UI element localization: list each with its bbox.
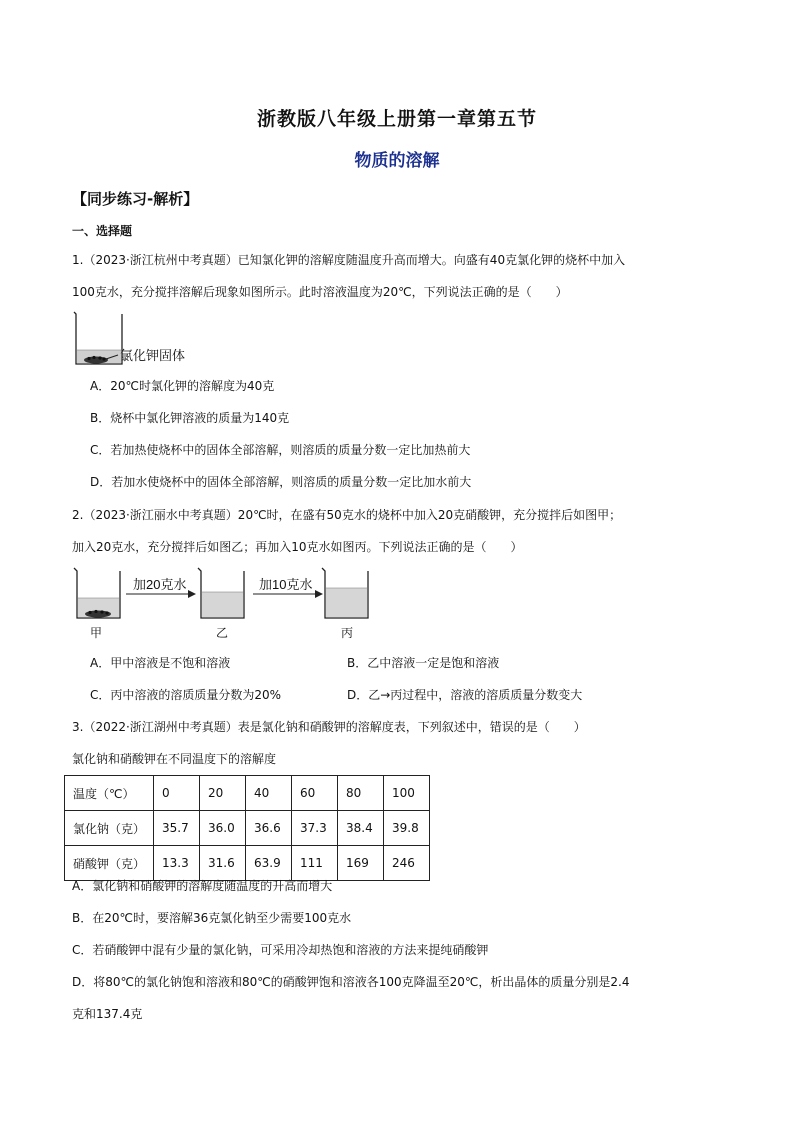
q3-option-d-line2: 克和137.4克 bbox=[72, 1007, 143, 1021]
q2-option-d: D．乙→丙过程中，溶液的溶质质量分数变大 bbox=[347, 688, 583, 702]
q2-beaker-label-yi: 乙 bbox=[216, 626, 229, 640]
table-cell: 100 bbox=[384, 776, 430, 811]
table-row bbox=[65, 846, 430, 881]
table-cell: 40 bbox=[246, 776, 292, 811]
table-cell: 13.3 bbox=[154, 846, 200, 881]
q1-option-b: B．烧杯中氯化钾溶液的质量为140克 bbox=[90, 411, 290, 425]
q2-stem-line1: 2.（2023·浙江丽水中考真题）20℃时，在盛有50克水的烧杯中加入20克硝酸钾，充分搅拌后如图甲； bbox=[72, 508, 622, 522]
table-cell: 169 bbox=[338, 846, 384, 881]
q2-arrow2-label: 加10克水 bbox=[259, 577, 313, 592]
beaker-jia bbox=[74, 568, 120, 618]
q3-option-c: C．若硝酸钾中混有少量的氯化钠，可采用冷却热饱和溶液的方法来提纯硝酸钾 bbox=[72, 943, 489, 957]
q3-option-a: A．氯化钠和硝酸钾的溶解度随温度的升高而增大 bbox=[72, 879, 333, 893]
q2-option-c: C．丙中溶液的溶质质量分数为20% bbox=[90, 688, 282, 702]
table-cell: 111 bbox=[292, 846, 338, 881]
q3-option-b: B．在20℃时，要溶解36克氯化钠至少需要100克水 bbox=[72, 911, 352, 925]
q1-option-d: D．若加水使烧杯中的固体全部溶解，则溶质的质量分数一定比加水前大 bbox=[90, 475, 472, 489]
table-row bbox=[65, 776, 430, 811]
q1-option-c: C．若加热使烧杯中的固体全部溶解，则溶质的质量分数一定比加热前大 bbox=[90, 443, 471, 457]
table-cell: 0 bbox=[154, 776, 200, 811]
q1-figure-label: 氯化钾固体 bbox=[120, 348, 186, 363]
table-row bbox=[65, 811, 430, 846]
table-cell: 温度（℃） bbox=[65, 776, 154, 811]
q3-stem-line1: 3.（2022·浙江湖州中考真题）表是氯化钠和硝酸钾的溶解度表，下列叙述中，错误的是（ ） bbox=[72, 720, 586, 734]
table-cell: 36.6 bbox=[246, 811, 292, 846]
table-cell: 60 bbox=[292, 776, 338, 811]
table-cell: 80 bbox=[338, 776, 384, 811]
table-cell: 20 bbox=[200, 776, 246, 811]
table-cell: 35.7 bbox=[154, 811, 200, 846]
table-cell: 63.9 bbox=[246, 846, 292, 881]
q2-arrow1-label: 加20克水 bbox=[133, 577, 187, 592]
q1-stem-line2: 100克水，充分搅拌溶解后现象如图所示。此时溶液温度为20℃，下列说法正确的是（ ） bbox=[72, 285, 568, 299]
page-subtitle: 物质的溶解 bbox=[354, 151, 440, 171]
q1-stem-line1: 1.（2023·浙江杭州中考真题）已知氯化钾的溶解度随温度升高而增大。向盛有40克氯化钾的烧杯中加入 bbox=[72, 253, 626, 267]
q2-beaker-figure bbox=[72, 566, 372, 624]
solubility-table bbox=[64, 775, 430, 881]
q3-table-caption: 氯化钠和硝酸钾在不同温度下的溶解度 bbox=[72, 752, 277, 766]
table-cell: 硝酸钾（克） bbox=[65, 846, 154, 881]
q2-option-b: B．乙中溶液一定是饱和溶液 bbox=[347, 656, 500, 670]
table-cell: 37.3 bbox=[292, 811, 338, 846]
table-cell: 246 bbox=[384, 846, 430, 881]
q2-stem-line2: 加入20克水，充分搅拌后如图乙；再加入10克水如图丙。下列说法正确的是（ ） bbox=[72, 540, 523, 554]
q2-option-a: A．甲中溶液是不饱和溶液 bbox=[90, 656, 231, 670]
section-title: 【同步练习-解析】 bbox=[72, 190, 199, 208]
page-title: 浙教版八年级上册第一章第五节 bbox=[256, 108, 537, 130]
table-cell: 氯化钠（克） bbox=[65, 811, 154, 846]
q2-beaker-label-jia: 甲 bbox=[90, 626, 103, 640]
q3-option-d-line1: D．将80℃的氯化钠饱和溶液和80℃的硝酸钾饱和溶液各100克降温至20℃，析出晶体的质量分别是2.4 bbox=[72, 975, 630, 989]
beaker-bing bbox=[322, 568, 368, 618]
part-title: 一、选择题 bbox=[72, 224, 133, 238]
beaker-yi bbox=[198, 568, 244, 618]
table-cell: 36.0 bbox=[200, 811, 246, 846]
q2-beaker-label-bing: 丙 bbox=[341, 626, 354, 640]
table-cell: 31.6 bbox=[200, 846, 246, 881]
table-cell: 38.4 bbox=[338, 811, 384, 846]
table-cell: 39.8 bbox=[384, 811, 430, 846]
q1-option-a: A．20℃时氯化钾的溶解度为40克 bbox=[90, 379, 275, 393]
